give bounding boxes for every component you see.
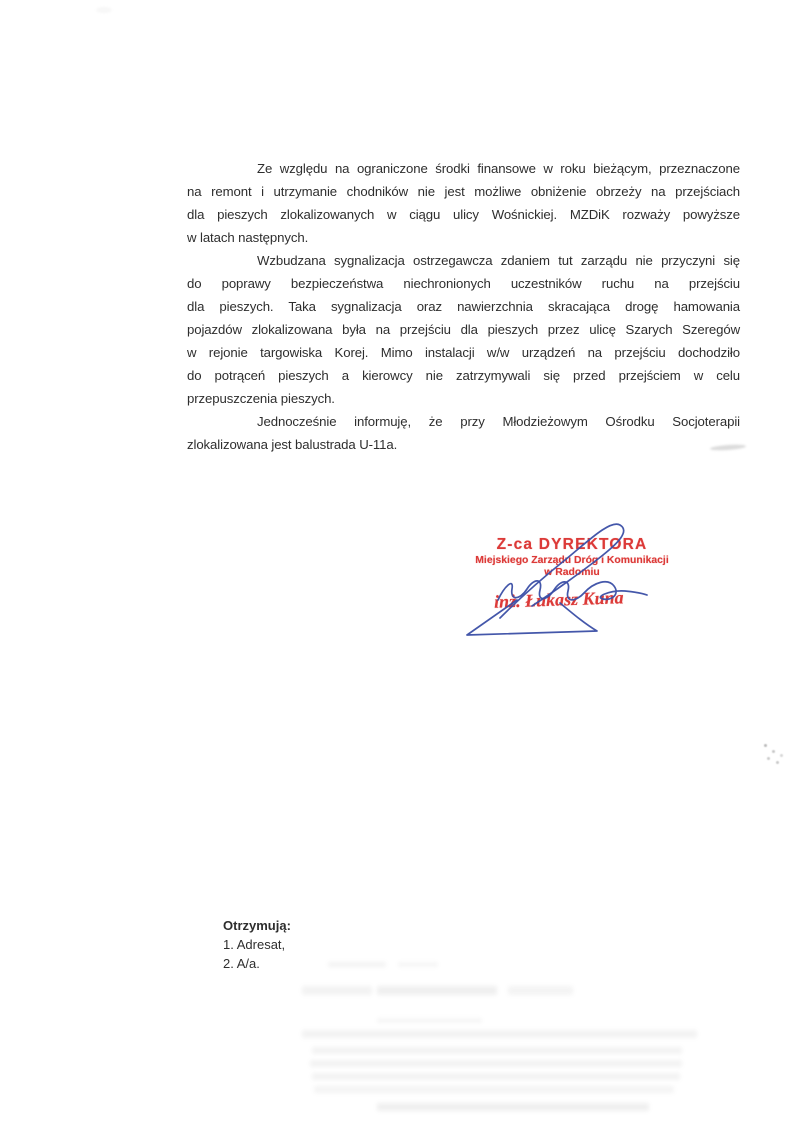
body-line: dla pieszych. Taka sygnalizacja oraz nawierzchnia skracająca drogę hamowania	[187, 299, 740, 314]
distribution-item: 1. Adresat,	[223, 937, 286, 952]
bleedthrough-mark	[328, 962, 386, 967]
stamp-location: w Radomiu	[544, 567, 600, 578]
stamp-organization: Miejskiego Zarządu Dróg i Komunikacji	[475, 555, 669, 566]
bleedthrough-mark	[508, 986, 573, 995]
body-line: na remont i utrzymanie chodników nie jest możliwe obniżenie obrzeży na przejściach	[187, 184, 740, 199]
bleedthrough-mark	[310, 1060, 682, 1067]
bleedthrough-mark	[312, 1073, 680, 1080]
body-line: zlokalizowana jest balustrada U-11a.	[187, 437, 398, 452]
body-line: do poprawy bezpieczeństwa niechronionych uczestników ruchu na przejściu	[187, 276, 740, 291]
distribution-item: 2. A/a.	[223, 956, 260, 971]
body-line: Wzbudzana sygnalizacja ostrzegawcza zdaniem tut zarządu nie przyczyni się	[257, 253, 740, 268]
body-line: dla pieszych zlokalizowanych w ciągu ulicy Wośnickiej. MZDiK rozważy powyższe	[187, 207, 740, 222]
bleedthrough-mark	[377, 1018, 482, 1023]
letter-body	[187, 157, 740, 456]
body-line: Jednocześnie informuję, że przy Młodzieżowym Ośrodku Socjoterapii	[257, 414, 740, 429]
bleedthrough-mark	[314, 1086, 674, 1093]
body-line: Ze względu na ograniczone środki finansowe w roku bieżącym, przeznaczone	[257, 161, 740, 176]
signature-ink	[440, 505, 680, 653]
bleedthrough-mark	[377, 1103, 649, 1111]
faint-smudge	[96, 7, 112, 13]
bleedthrough-mark	[302, 986, 372, 995]
body-line: przepuszczenia pieszych.	[187, 391, 335, 406]
stamp-signer-name: inż. Łukasz Kuna	[493, 587, 624, 612]
body-line: w rejonie targowiska Korej. Mimo instalacji w/w urządzeń na przejściu dochodziło	[187, 345, 740, 360]
bleedthrough-mark	[312, 1047, 682, 1054]
distribution-heading: Otrzymują:	[223, 918, 291, 933]
bleedthrough-mark	[398, 962, 438, 967]
stamp-title: Z-ca DYREKTORA	[496, 536, 648, 553]
body-line: w latach następnych.	[187, 230, 309, 245]
body-line: pojazdów zlokalizowana była na przejściu dla pieszych przez ulicę Szarych Szeregów	[187, 322, 740, 337]
signature-loops	[498, 581, 647, 600]
distribution-list	[223, 916, 291, 973]
dust-speck	[764, 744, 767, 747]
bleedthrough-mark	[377, 986, 497, 995]
bleedthrough-mark	[302, 1030, 697, 1038]
body-line: do potrąceń pieszych a kierowcy nie zatrzymywali się przed przejściem w celu	[187, 368, 740, 383]
